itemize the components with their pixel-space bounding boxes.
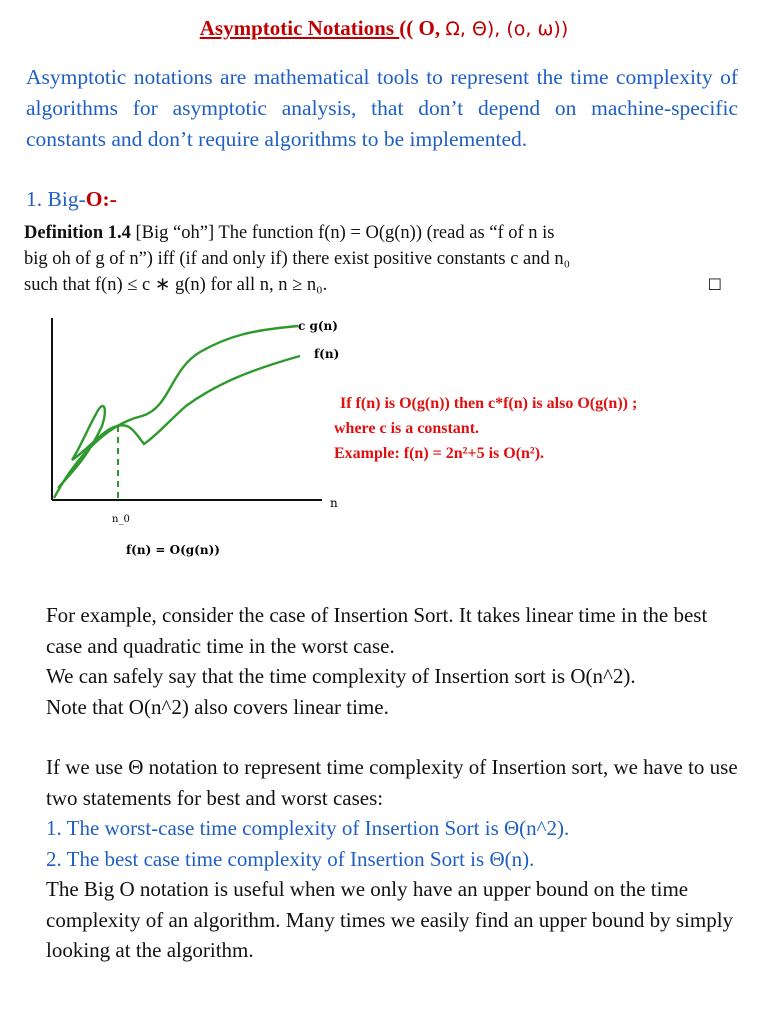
graph-f-curve — [58, 356, 300, 488]
body-p6: 2. The best case time complexity of Insertion Sort is Θ(n). — [46, 846, 535, 871]
definition-text-3: such that f(n) ≤ c ∗ g(n) for all n, n ≥ n₀. — [24, 275, 328, 295]
big-o-bold: O:- — [85, 187, 117, 211]
body-p4: If we use Θ notation to represent time complexity of Insertion sort, we have to use two statements for best and worst cases: — [46, 755, 738, 810]
spacer — [46, 722, 746, 752]
definition-line-3 — [24, 272, 722, 298]
definition-text-1: [Big “oh”] The function f(n) = O(g(n)) (read as “f of n is — [130, 223, 555, 243]
body-p1: For example, consider the case of Insertion Sort. It takes linear time in the best case and quadratic time in the worst case. — [46, 603, 708, 658]
title-paren: (( — [399, 16, 414, 40]
note-line-2: where c is a constant. — [334, 420, 480, 437]
definition-label: Definition 1.4 — [24, 223, 131, 243]
title-main: Asymptotic Notations — [199, 16, 400, 40]
body-p7: The Big O notation is useful when we only have an upper bound on the time complexity of an algorithm. Many times we easily find an upper bound by simply looking at the algorithm. — [46, 877, 734, 962]
title-o: O, — [413, 16, 446, 40]
label-n: n — [330, 496, 338, 510]
definition-line-1 — [24, 220, 714, 246]
note-line-1: If f(n) is O(g(n)) then c*f(n) is also O(g(n)) ; — [340, 395, 638, 412]
graph-cg-curve — [54, 326, 298, 498]
body-p5: 1. The worst-case time complexity of Insertion Sort is Θ(n^2). — [46, 816, 570, 840]
graph-caption: f(n) = O(g(n)) — [126, 543, 220, 557]
page-title — [0, 16, 768, 41]
note-block — [334, 391, 637, 466]
definition-block — [24, 220, 722, 298]
intro-paragraph: Asymptotic notations are mathematical tools to represent the time complexity of algorithms for asymptotic analysis, that don’t depend on machine-specific constants and don’t require algorithms to be implemented. — [26, 65, 738, 151]
label-f: f(n) — [314, 347, 340, 361]
label-n0: n_0 — [112, 514, 130, 525]
title-symbols: Ω, Θ), (ο, ω)) — [445, 18, 569, 40]
body-p2: We can safely say that the time complexity of Insertion sort is O(n^2). — [46, 664, 636, 688]
big-o-graph — [30, 308, 370, 568]
end-proof-box-icon: ☐ — [707, 275, 722, 294]
big-o-prefix: 1. Big- — [26, 187, 86, 211]
body-p3: Note that O(n^2) also covers linear time. — [46, 694, 389, 719]
definition-line-2: big oh of g of n”) iff (if and only if) there exist positive constants c and n₀ — [24, 249, 571, 269]
big-o-heading — [26, 187, 117, 212]
label-cg: c g(n) — [298, 319, 338, 333]
body-content — [46, 600, 746, 966]
note-line-3: Example: f(n) = 2n²+5 is O(n²). — [334, 445, 545, 462]
